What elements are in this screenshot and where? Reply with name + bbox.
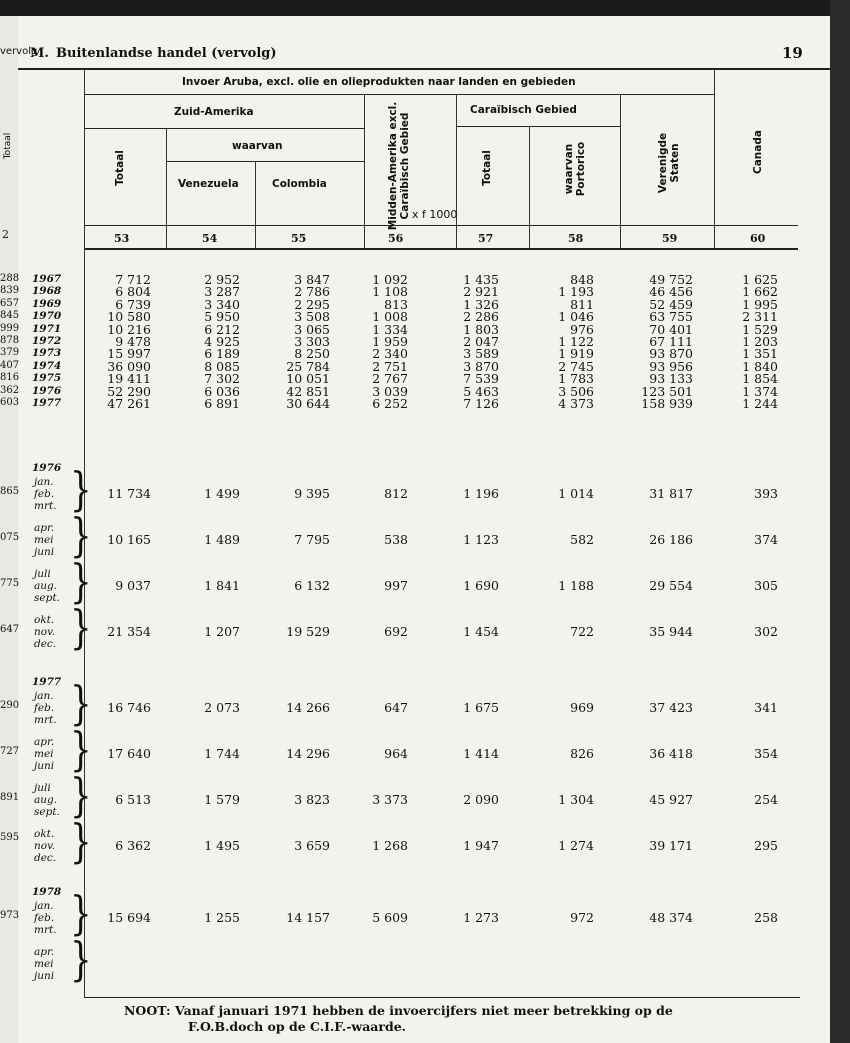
margin-value: 878 (0, 335, 20, 346)
table-cell: 1 244 (742, 396, 778, 411)
table-cell: 7 302 (204, 371, 240, 387)
table-cell: 19 529 (286, 624, 330, 639)
table-cell: 49 752 (649, 272, 693, 287)
table-cell: 2 767 (372, 371, 408, 387)
year-label: 1972 (32, 335, 62, 347)
table-cell: 1 803 (463, 321, 499, 337)
table-cell: 1 947 (463, 838, 499, 853)
group-caraibisch: Caraïbisch Gebied (470, 104, 577, 116)
table-cell: 811 (570, 296, 594, 312)
column-number: 60 (750, 232, 766, 245)
table-cell: 374 (754, 532, 778, 547)
previous-page-strip (0, 16, 18, 1043)
document-page (18, 16, 830, 1043)
table-cell: 48 374 (649, 910, 693, 925)
table-cell: 2 751 (372, 358, 408, 374)
margin-value: 816 (0, 372, 20, 384)
margin-value: 657 (0, 297, 20, 309)
table-cell: 9 037 (115, 578, 151, 593)
table-cell: 258 (754, 910, 778, 925)
month-label: mrt. (34, 714, 57, 726)
table-cell: 341 (754, 700, 778, 715)
table-cell: 2 286 (463, 309, 499, 325)
table-cell: 4 925 (204, 334, 240, 349)
table-cell: 3 287 (204, 284, 240, 300)
table-cell: 722 (570, 624, 594, 639)
table-cell: 19 411 (107, 371, 151, 387)
month-label: feb. (34, 912, 55, 924)
table-cell: 3 589 (463, 346, 499, 362)
table-cell: 3 870 (463, 358, 499, 374)
table-cell: 582 (570, 532, 594, 547)
column-number: 57 (478, 232, 494, 245)
table-cell: 826 (570, 746, 594, 761)
month-label: feb. (34, 702, 55, 714)
table-cell: 3 065 (294, 321, 330, 337)
table-cell: 26 186 (649, 532, 693, 547)
quarter-brace: } (70, 769, 92, 823)
margin-column-label: Totaal (3, 132, 13, 160)
table-cell: 42 851 (286, 383, 330, 399)
table-cell: 31 817 (649, 486, 693, 501)
table-cell: 1 454 (463, 624, 499, 639)
table-cell: 37 423 (649, 700, 693, 715)
table-cell: 2 340 (372, 346, 408, 362)
quarter-brace: } (70, 601, 92, 655)
table-cell: 70 401 (649, 321, 693, 337)
table-cell: 1 123 (463, 532, 499, 547)
month-label: nov. (34, 626, 56, 638)
table-cell: 3 659 (294, 838, 330, 853)
table-cell: 2 952 (204, 272, 240, 287)
table-cell: 812 (384, 486, 408, 501)
column-number-rule (84, 248, 798, 250)
year-label: 1968 (32, 285, 62, 298)
month-label: nov. (34, 840, 56, 852)
year-label: 1976 (32, 384, 62, 397)
block-year-label: 1977 (32, 676, 62, 688)
table-cell: 295 (754, 838, 778, 853)
table-cell: 63 755 (649, 309, 693, 325)
quarter-brace: } (70, 555, 92, 609)
table-cell: 2 311 (742, 309, 778, 325)
month-label: dec. (34, 638, 57, 650)
quarter-brace: } (70, 933, 92, 987)
table-cell: 6 739 (115, 296, 151, 312)
table-cell: 647 (384, 700, 408, 715)
table-cell: 692 (384, 624, 408, 639)
section-letter: M. (30, 46, 49, 61)
table-cell: 52 459 (649, 296, 693, 312)
table-cell: 997 (384, 578, 408, 593)
table-cell: 3 847 (294, 272, 330, 287)
month-label: juni (34, 760, 55, 772)
table-cell: 1 008 (372, 309, 408, 325)
table-cell: 5 950 (204, 309, 240, 325)
year-label: 1975 (32, 372, 62, 385)
table-cell: 538 (384, 532, 408, 547)
margin-value: 845 (0, 310, 20, 322)
table-cell: 7 795 (294, 532, 330, 547)
table-cell: 36 090 (107, 358, 151, 374)
column-number: 55 (291, 232, 307, 245)
margin-value: 891 (0, 792, 20, 803)
quarter-brace: } (70, 677, 92, 731)
table-cell: 1 662 (742, 284, 778, 300)
table-cell: 1 675 (463, 700, 499, 715)
month-label: aug. (34, 794, 58, 806)
col-55-label: Colombia (272, 178, 327, 190)
margin-value: 839 (0, 285, 20, 297)
margin-value: 290 (0, 700, 20, 711)
month-label: okt. (34, 614, 55, 626)
table-cell: 1 326 (463, 296, 499, 312)
margin-value: 595 (0, 832, 20, 843)
table-cell: 6 212 (204, 321, 240, 337)
col-divider-2 (255, 161, 256, 248)
table-cell: 6 362 (115, 838, 151, 853)
table-cell: 7 539 (463, 371, 499, 387)
table-cell: 3 340 (204, 296, 240, 312)
table-cell: 1 203 (742, 334, 778, 349)
year-label: 1967 (32, 273, 62, 285)
table-cell: 1 841 (204, 578, 240, 593)
table-cell: 4 373 (558, 396, 594, 411)
col-56-label: Midden-Amerika excl. Caraïbisch Gebied (387, 101, 411, 231)
col-divider-1 (166, 128, 167, 248)
quarter-brace: } (70, 463, 92, 517)
table-cell: 1 995 (742, 296, 778, 312)
margin-column-number: 2 (2, 228, 9, 241)
col-divider-4 (456, 94, 457, 248)
column-number: 58 (568, 232, 584, 245)
group-waarvan: waarvan (232, 140, 283, 152)
table-cell: 21 354 (107, 624, 151, 639)
table-cell: 813 (384, 296, 408, 312)
month-label: juni (34, 546, 55, 558)
table-cell: 969 (570, 700, 594, 715)
table-cell: 158 939 (641, 396, 693, 411)
zuid-amerika-rule (84, 128, 364, 129)
unit-rule (84, 225, 798, 226)
table-cell: 1 273 (463, 910, 499, 925)
table-cell: 1 193 (558, 284, 594, 300)
table-cell: 1 625 (742, 272, 778, 287)
table-cell: 2 073 (204, 700, 240, 715)
table-cell: 8 085 (204, 358, 240, 374)
margin-value: 603 (0, 397, 20, 408)
table-cell: 6 804 (115, 284, 151, 300)
table-cell: 2 047 (463, 334, 499, 349)
table-cell: 46 456 (649, 284, 693, 300)
table-cell: 14 296 (286, 746, 330, 761)
table-cell: 52 290 (107, 383, 151, 399)
table-cell: 393 (754, 486, 778, 501)
year-label: 1971 (32, 322, 62, 335)
table-cell: 1 255 (204, 910, 240, 925)
table-cell: 976 (570, 321, 594, 337)
table-cell: 67 111 (649, 334, 693, 349)
margin-header-fragment: vervolg (0, 46, 38, 57)
column-number: 53 (114, 232, 130, 245)
table-cell: 354 (754, 746, 778, 761)
table-cell: 1 108 (372, 284, 408, 300)
bottom-rule (84, 997, 800, 998)
block-year-label: 1978 (32, 886, 62, 898)
margin-value: 973 (0, 910, 20, 921)
col-divider-6 (620, 94, 621, 248)
table-cell: 6 513 (115, 792, 151, 807)
table-cell: 6 891 (204, 396, 240, 411)
table-cell: 1 495 (204, 838, 240, 853)
table-cell: 1 489 (204, 532, 240, 547)
year-label: 1974 (32, 359, 62, 372)
block-year-label: 1976 (32, 462, 62, 474)
col-divider-7 (714, 70, 715, 248)
month-label: aug. (34, 580, 58, 592)
table-cell: 93 956 (649, 358, 693, 374)
table-cell: 7 712 (115, 272, 151, 287)
column-number: 56 (388, 232, 404, 245)
margin-value: 407 (0, 359, 20, 371)
table-cell: 6 252 (372, 396, 408, 411)
table-cell: 6 036 (204, 383, 240, 399)
footnote-line-2: F.O.B.doch op de C.I.F.-waarde. (188, 1019, 407, 1034)
table-cell: 1 499 (204, 486, 240, 501)
month-label: mei (34, 534, 54, 546)
table-cell: 1 304 (558, 792, 594, 807)
caraibisch-rule (456, 126, 620, 127)
column-number: 59 (662, 232, 678, 245)
month-label: mrt. (34, 924, 57, 936)
margin-value: 647 (0, 624, 20, 635)
table-cell: 35 944 (649, 624, 693, 639)
table-cell: 15 694 (107, 910, 151, 925)
table-cell: 93 133 (649, 371, 693, 387)
col-divider-5 (529, 126, 530, 248)
month-label: mrt. (34, 500, 57, 512)
table-cell: 2 745 (558, 358, 594, 374)
table-cell: 10 216 (107, 321, 151, 337)
col-59-label: Verenigde Staten (657, 132, 681, 194)
table-cell: 36 418 (649, 746, 693, 761)
page-number: 19 (782, 44, 803, 62)
table-cell: 2 921 (463, 284, 499, 300)
quarter-brace: } (70, 723, 92, 777)
table-cell: 16 746 (107, 700, 151, 715)
table-cell: 5 609 (372, 910, 408, 925)
table-cell: 39 171 (649, 838, 693, 853)
margin-value: 379 (0, 347, 20, 359)
table-cell: 17 640 (107, 746, 151, 761)
year-label: 1973 (32, 347, 62, 360)
table-cell: 1 783 (558, 371, 594, 387)
table-cell: 9 478 (115, 334, 151, 349)
month-label: juli (34, 568, 51, 580)
table-cell: 1 122 (558, 334, 594, 349)
table-cell: 1 351 (742, 346, 778, 362)
table-cell: 7 126 (463, 396, 499, 411)
table-cell: 1 414 (463, 746, 499, 761)
quarter-brace: } (70, 509, 92, 563)
table-cell: 305 (754, 578, 778, 593)
table-cell: 93 870 (649, 346, 693, 362)
month-label: jan. (34, 900, 54, 912)
col-54-label: Venezuela (178, 178, 239, 190)
margin-value: 727 (0, 746, 20, 757)
group-zuid-amerika: Zuid-Amerika (174, 106, 254, 118)
table-cell: 1 274 (558, 838, 594, 853)
table-cell: 15 997 (107, 346, 151, 362)
table-cell: 8 250 (294, 346, 330, 362)
month-label: sept. (34, 806, 60, 818)
quarter-brace: } (70, 887, 92, 941)
table-cell: 3 508 (294, 309, 330, 325)
table-cell: 1 268 (372, 838, 408, 853)
table-cell: 47 261 (107, 396, 151, 411)
table-cell: 6 132 (294, 578, 330, 593)
table-cell: 1 919 (558, 346, 594, 362)
col-divider-3 (364, 94, 365, 248)
table-cell: 1 744 (204, 746, 240, 761)
column-number: 54 (202, 232, 218, 245)
page-edge-shadow (830, 0, 850, 1043)
table-cell: 1 435 (463, 272, 499, 287)
table-cell: 30 644 (286, 396, 330, 411)
table-cell: 14 157 (286, 910, 330, 925)
table-cell: 972 (570, 910, 594, 925)
table-cell: 29 554 (649, 578, 693, 593)
table-cell: 3 303 (294, 334, 330, 349)
month-label: dec. (34, 852, 57, 864)
table-cell: 3 039 (372, 383, 408, 399)
quarter-brace: } (70, 815, 92, 869)
margin-value: 775 (0, 578, 20, 589)
table-cell: 10 051 (286, 371, 330, 387)
table-cell: 1 207 (204, 624, 240, 639)
page-title: Buitenlandse handel (vervolg) (56, 46, 277, 61)
table-cell: 1 374 (742, 383, 778, 399)
table-cell: 3 823 (294, 792, 330, 807)
month-label: apr. (34, 736, 55, 748)
year-label: 1977 (32, 397, 62, 409)
table-cell: 302 (754, 624, 778, 639)
table-cell: 3 506 (558, 383, 594, 399)
table-cell: 1 092 (372, 272, 408, 287)
margin-value: 075 (0, 532, 20, 543)
table-cell: 2 090 (463, 792, 499, 807)
col-58-label: waarvan Portorico (563, 141, 587, 197)
month-label: apr. (34, 946, 55, 958)
table-cell: 3 373 (372, 792, 408, 807)
table-cell: 2 295 (294, 296, 330, 312)
year-label: 1969 (32, 297, 62, 310)
margin-value: 288 (0, 273, 20, 284)
col-60-label: Canada (752, 130, 764, 174)
month-label: mei (34, 748, 54, 760)
table-cell: 10 580 (107, 309, 151, 325)
month-label: jan. (34, 690, 54, 702)
table-cell: 1 014 (558, 486, 594, 501)
footnote-line-1: NOOT: Vanaf januari 1971 hebben de invoercijfers niet meer betrekking op de (124, 1003, 673, 1018)
table-cell: 14 266 (286, 700, 330, 715)
table-cell: 1 188 (558, 578, 594, 593)
super-header: Invoer Aruba, excl. olie en olieprodukten naar landen en gebieden (182, 76, 576, 88)
month-label: feb. (34, 488, 55, 500)
table-cell: 123 501 (641, 383, 693, 399)
unit-label: x f 1000 (412, 208, 458, 221)
year-label: 1970 (32, 310, 62, 323)
margin-value: 362 (0, 384, 20, 396)
table-cell: 254 (754, 792, 778, 807)
table-cell: 848 (570, 272, 594, 287)
col-57-label: Totaal (481, 150, 493, 186)
table-cell: 9 395 (294, 486, 330, 501)
month-label: juli (34, 782, 51, 794)
month-label: okt. (34, 828, 55, 840)
table-cell: 5 463 (463, 383, 499, 399)
table-cell: 1 840 (742, 358, 778, 374)
table-cell: 1 196 (463, 486, 499, 501)
table-cell: 1 959 (372, 334, 408, 349)
margin-value: 999 (0, 322, 20, 334)
table-cell: 1 334 (372, 321, 408, 337)
table-cell: 11 734 (107, 486, 151, 501)
month-label: apr. (34, 522, 55, 534)
month-label: juni (34, 970, 55, 982)
col-53-label: Totaal (114, 150, 126, 186)
table-cell: 1 529 (742, 321, 778, 337)
month-label: mei (34, 958, 54, 970)
table-cell: 1 690 (463, 578, 499, 593)
table-cell: 1 046 (558, 309, 594, 325)
margin-value: 865 (0, 486, 20, 497)
table-cell: 45 927 (649, 792, 693, 807)
table-cell: 6 189 (204, 346, 240, 362)
table-cell: 2 786 (294, 284, 330, 300)
table-cell: 1 579 (204, 792, 240, 807)
table-cell: 964 (384, 746, 408, 761)
table-cell: 25 784 (286, 358, 330, 374)
table-cell: 10 165 (107, 532, 151, 547)
table-cell: 1 854 (742, 371, 778, 387)
waarvan-rule (166, 161, 364, 162)
month-label: jan. (34, 476, 54, 488)
top-rule (18, 68, 830, 70)
month-label: sept. (34, 592, 60, 604)
